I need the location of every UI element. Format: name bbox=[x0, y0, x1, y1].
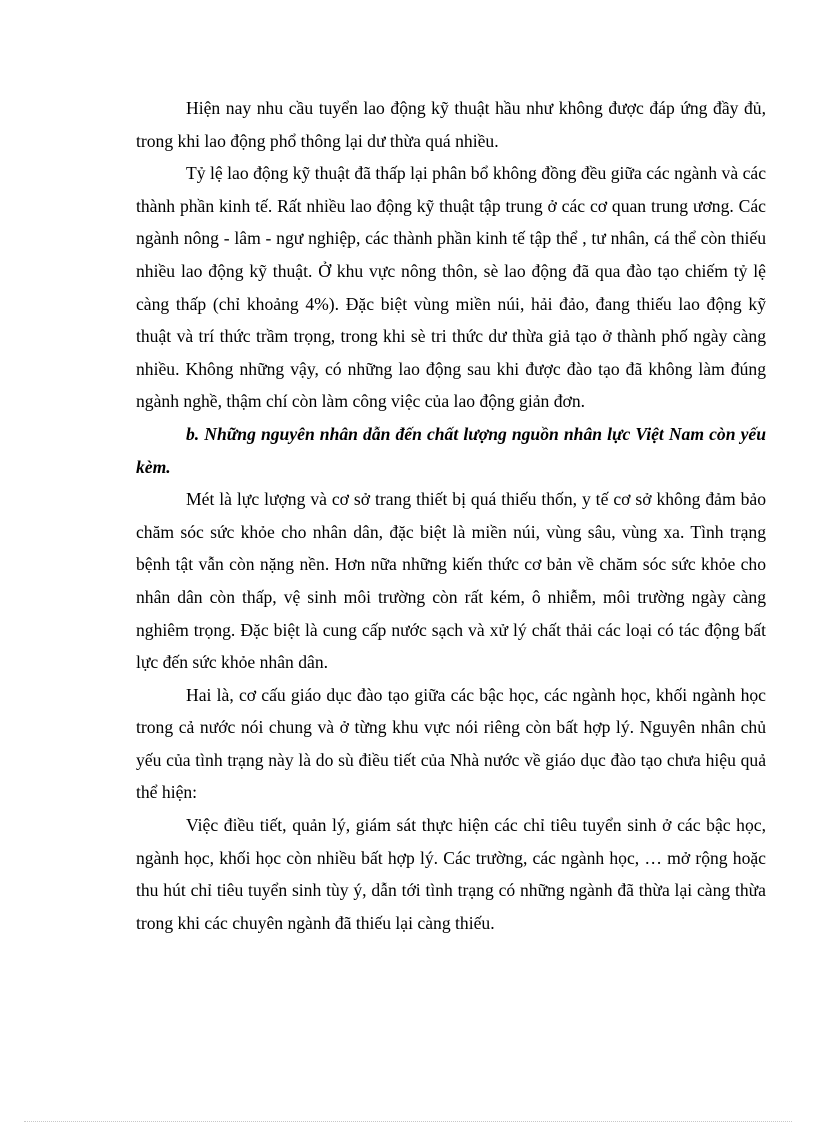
section-heading-causes: b. Những nguyên nhân dẫn đến chất lượng nguồn nhân lực Việt Nam còn yếu kèm. bbox=[136, 423, 766, 477]
document-page bbox=[136, 92, 766, 939]
paragraph-cause-two: Hai là, cơ cấu giáo dục đào tạo giữa các bậc học, các ngành học, khối ngành học trong cả nước nói chung và ở từng khu vực nói riêng còn bất hợp lý. Nguyên nhân chủ yếu của tình trạng này là do sù điều tiết của Nhà nước về giáo dục đào tạo chưa hiệu quả thể hiện: bbox=[136, 684, 766, 803]
paragraph-cause-one: Mét là lực lượng và cơ sở trang thiết bị quá thiếu thốn, y tế cơ sở không đảm bảo chăm sóc sức khỏe cho nhân dân, đặc biệt là miền núi, vùng sâu, vùng xa. Tình trạng bệnh tật vẫn còn nặng nền. Hơn nữa những kiến thức cơ bản về chăm sóc sức khỏe cho nhân dân còn thấp, vệ sinh môi trường còn rất kém, ô nhiễm, môi trường ngày càng nghiêm trọng. Đặc biệt là cung cấp nước sạch và xử lý chất thải các loại có tác động bất lực đến sức khỏe nhân dân. bbox=[136, 489, 766, 673]
page-bottom-divider bbox=[24, 1121, 792, 1122]
paragraph-labor-distribution: Tỷ lệ lao động kỹ thuật đã thấp lại phân bổ không đồng đều giữa các ngành và các thành phần kinh tế. Rất nhiều lao động kỹ thuật tập trung ở các cơ quan trung ương. Các ngành nông - lâm - ngư nghiệp, các thành phần kinh tế tập thể , tư nhân, cá thể còn thiếu nhiều lao động kỹ thuật. Ở khu vực nông thôn, sè lao động đã qua đào tạo chiếm tỷ lệ càng thấp (chỉ khoảng 4%). Đặc biệt vùng miền núi, hải đảo, đang thiếu lao động kỹ thuật và trí thức trầm trọng, trong khi sè tri thức dư thừa giả tạo ở thành phố ngày càng nhiều. Không những vậy, có những lao động sau khi được đào tạo đã không làm đúng ngành nghề, thậm chí còn làm công việc của lao động giản đơn. bbox=[136, 163, 766, 412]
paragraph-labor-demand: Hiện nay nhu cầu tuyển lao động kỹ thuật hầu như không được đáp ứng đầy đủ, trong khi lao động phổ thông lại dư thừa quá nhiều. bbox=[136, 98, 766, 151]
paragraph-enrollment-regulation: Việc điều tiết, quản lý, giám sát thực hiện các chỉ tiêu tuyển sinh ở các bậc học, ngành học, khối học còn nhiều bất hợp lý. Các trường, các ngành học, … mở rộng hoặc thu hút chỉ tiêu tuyển sinh tùy ý, dẫn tới tình trạng có những ngành đã thừa lại càng thừa trong khi các chuyên ngành đã thiếu lại càng thiếu. bbox=[136, 815, 766, 933]
